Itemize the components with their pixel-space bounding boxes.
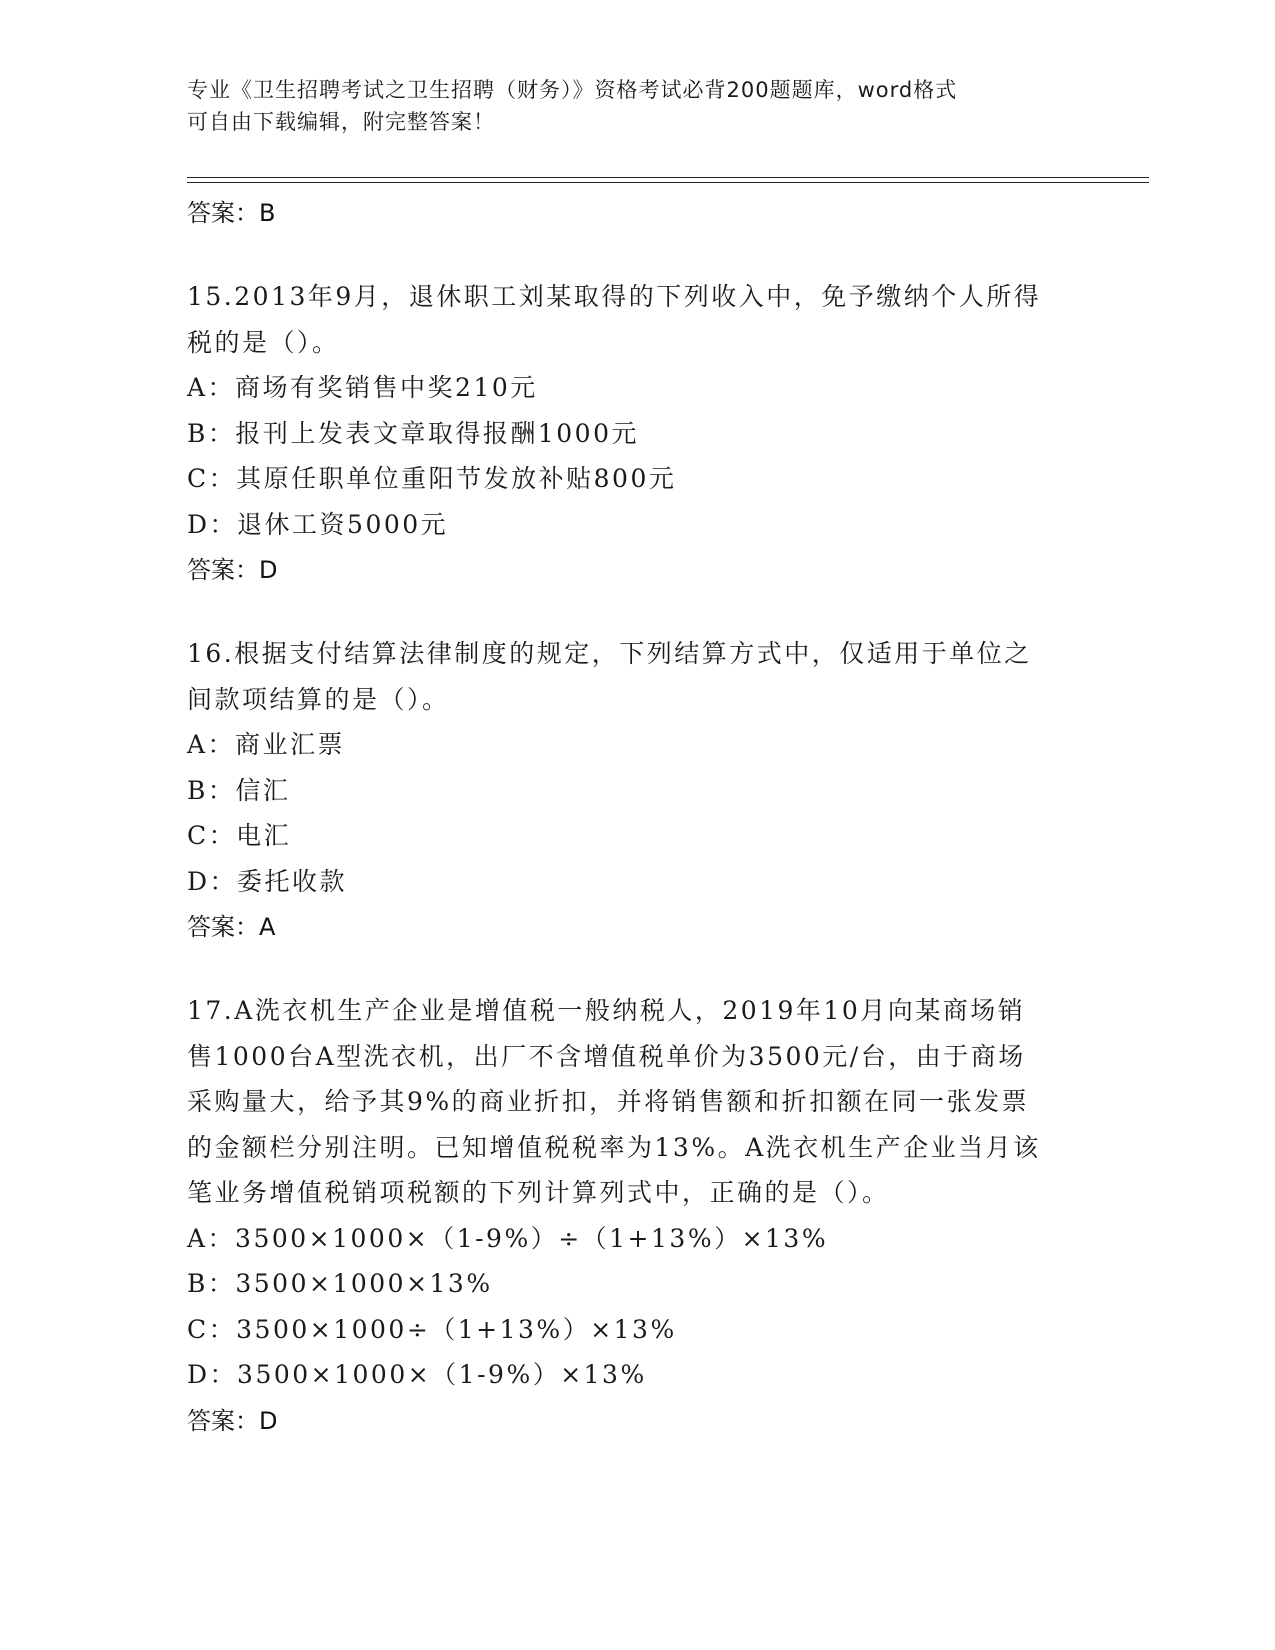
question-item [187, 631, 1087, 950]
question-line: 笔业务增值税销项税额的下列计算列式中，正确的是（）。 [187, 1178, 890, 1207]
question-item [187, 988, 1087, 1444]
answer-line: 答案：A [187, 913, 276, 941]
header-divider-bottom [187, 182, 1149, 183]
option-a: A：商业汇票 [187, 730, 346, 759]
question-line: 的金额栏分别注明。已知增值税税率为13%。A洗衣机生产企业当月该 [187, 1132, 1041, 1162]
option-c: C：其原任职单位重阳节发放补贴800元 [187, 464, 677, 493]
answer-line: 答案：B [187, 199, 276, 227]
question-line: 售1000台A型洗衣机，出厂不含增值税单价为3500元/台，由于商场 [187, 1041, 1026, 1071]
document-header [187, 74, 1087, 138]
header-line-2: 可自由下载编辑，附完整答案！ [187, 110, 495, 134]
question-line: 17.A洗衣机生产企业是增值税一般纳税人，2019年10月向某商场销 [187, 996, 1026, 1025]
question-line: 采购量大，给予其9%的商业折扣，并将销售额和折扣额在同一张发票 [187, 1087, 1030, 1116]
question-item [187, 274, 1087, 593]
question-line: 16.根据支付结算法律制度的规定，下列结算方式中，仅适用于单位之 [187, 639, 1032, 668]
option-a: A：3500×1000×（1-9%）÷（1+13%）×13% [187, 1223, 829, 1253]
header-line-1: 专业《卫生招聘考试之卫生招聘（财务）》资格考试必背200题题库，word格式 [187, 78, 958, 102]
question-line: 税的是（）。 [187, 327, 340, 357]
option-b: B：3500×1000×13% [187, 1269, 493, 1298]
question-text [187, 274, 1087, 365]
option-b: B：信汇 [187, 775, 291, 805]
option-a: A：商场有奖销售中奖210元 [187, 373, 538, 402]
option-d: D：3500×1000×（1-9%）×13% [187, 1360, 647, 1389]
question-line: 15.2013年9月，退休职工刘某取得的下列收入中，免予缴纳个人所得 [187, 282, 1042, 311]
answer-line: 答案：D [187, 1406, 278, 1435]
option-b: B：报刊上发表文章取得报酬1000元 [187, 418, 639, 448]
option-d: D：委托收款 [187, 866, 348, 896]
question-list [187, 190, 1087, 1444]
option-c: C：3500×1000÷（1+13%）×13% [187, 1314, 677, 1344]
question-text [187, 631, 1087, 722]
option-d: D：退休工资5000元 [187, 509, 449, 539]
question-text [187, 988, 1087, 1216]
question-line: 间款项结算的是（）。 [187, 684, 450, 714]
answer-line: 答案：D [187, 556, 278, 584]
header-divider-top [187, 177, 1149, 178]
option-c: C：电汇 [187, 821, 292, 850]
